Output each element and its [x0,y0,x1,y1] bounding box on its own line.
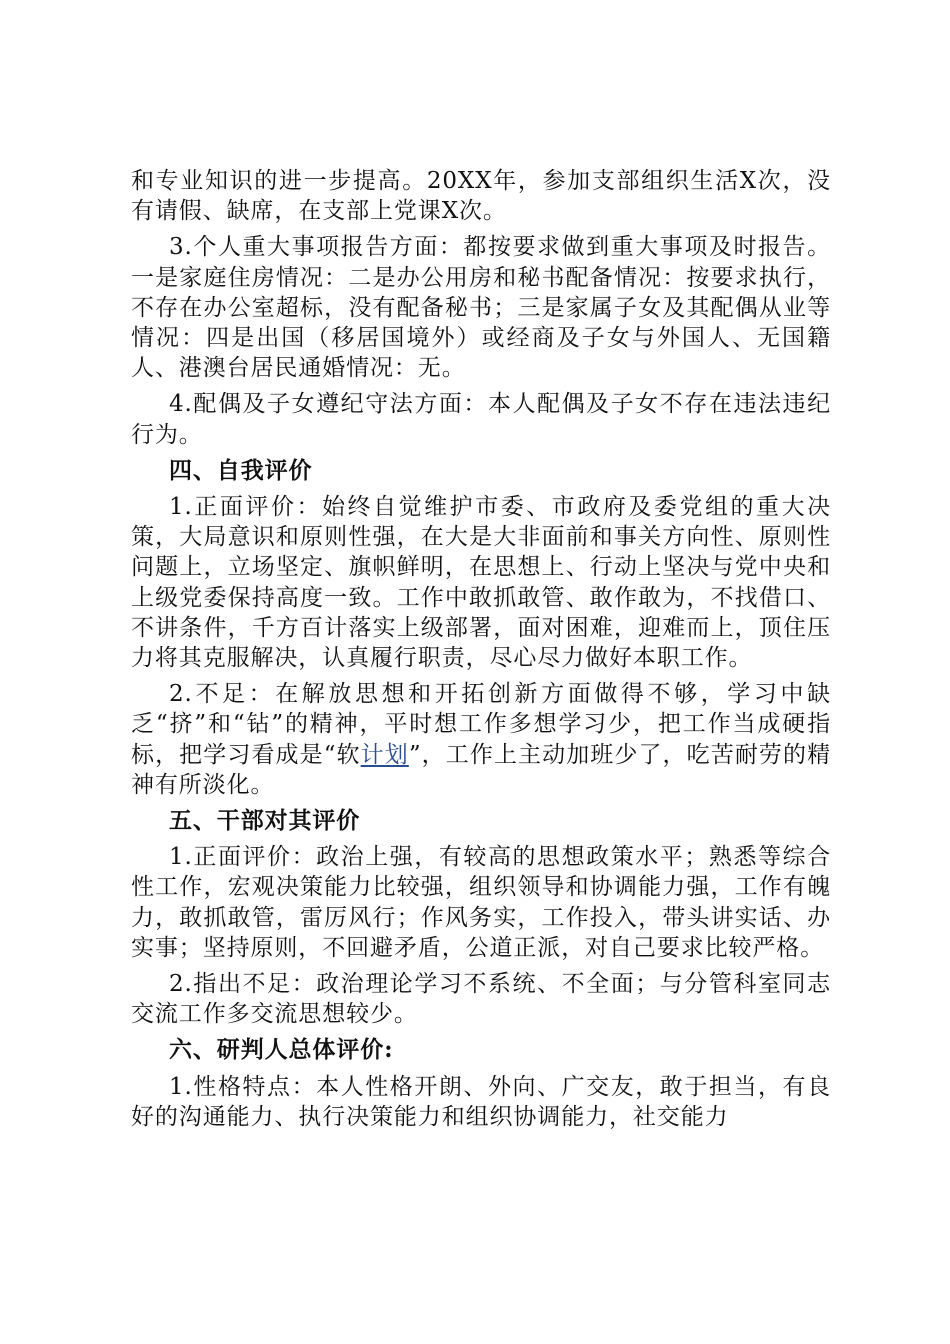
paragraph-continuation: 和专业知识的进一步提高。20XX年，参加支部组织生活X次，没有请假、缺席，在支部上党课X次。 [131,168,831,225]
paragraph-cadre-shortcomings: 2.指出不足：政治理论学习不系统、不全面；与分管科室同志交流工作多交流思想较少。 [131,971,831,1028]
paragraph-major-matters-report: 3.个人重大事项报告方面：都按要求做到重大事项及时报告。一是家庭住房情况：二是办公用房和秘书配备情况：按要求执行，不存在办公室超标，没有配备秘书；三是家属子女及其配偶从业等情况：四是出国（移居国境外）或经商及子女与外国人、无国籍人、港澳台居民通婚情况：无。 [131,234,831,382]
heading-cadre-evaluation: 五、干部对其评价 [169,807,361,835]
document-body [131,166,831,1138]
paragraph-positive-self-evaluation: 1.正面评价：始终自觉维护市委、市政府及委党组的重大决策，大局意识和原则性强，在大是大非面前和事关方向性、原则性问题上，立场坚定、旗帜鲜明，在思想上、行动上坚决与党中央和上级党委保持高度一致。工作中敢抓敢管、敢作敢为，不找借口、不讲条件，千方百计落实上级部署，面对困难，迎难而上，顶住压力将其克服解决，认真履行职责，尽心尽力做好本职工作。 [131,494,831,672]
paragraph-spouse-children-discipline: 4.配偶及子女遵纪守法方面：本人配偶及子女不存在违法违纪行为。 [131,391,831,448]
heading-overall-evaluation: 六、研判人总体评价: [169,1036,394,1064]
paragraph-cadre-positive-evaluation: 1.正面评价：政治上强，有较高的思想政策水平；熟悉等综合性工作，宏观决策能力比较强，组织领导和协调能力强，工作有魄力，敢抓敢管，雷厉风行；作风务实，工作投入，带头讲实话、办实事；坚持原则，不回避矛盾，公道正派，对自己要求比较严格。 [131,844,831,961]
paragraph-shortcomings [131,679,831,800]
paragraph-personality-traits: 1.性格特点：本人性格开朗、外向、广交友，敢于担当，有良好的沟通能力、执行决策能力和组织协调能力，社交能力 [131,1073,831,1130]
shortcomings-text-before: 2.不足：在解放思想和开拓创新方面做得不够，学习中缺乏“挤”和“钻”的精神，平时想工作多想学习少，把工作当成硬指标，把学习看成是“软 [131,681,831,768]
shortcomings-text-after: ”，工作上主动加班少了，吃苦耐劳的精神有所淡化。 [131,741,831,798]
heading-self-evaluation: 四、自我评价 [169,456,313,484]
plan-link[interactable]: 计划 [360,741,409,768]
